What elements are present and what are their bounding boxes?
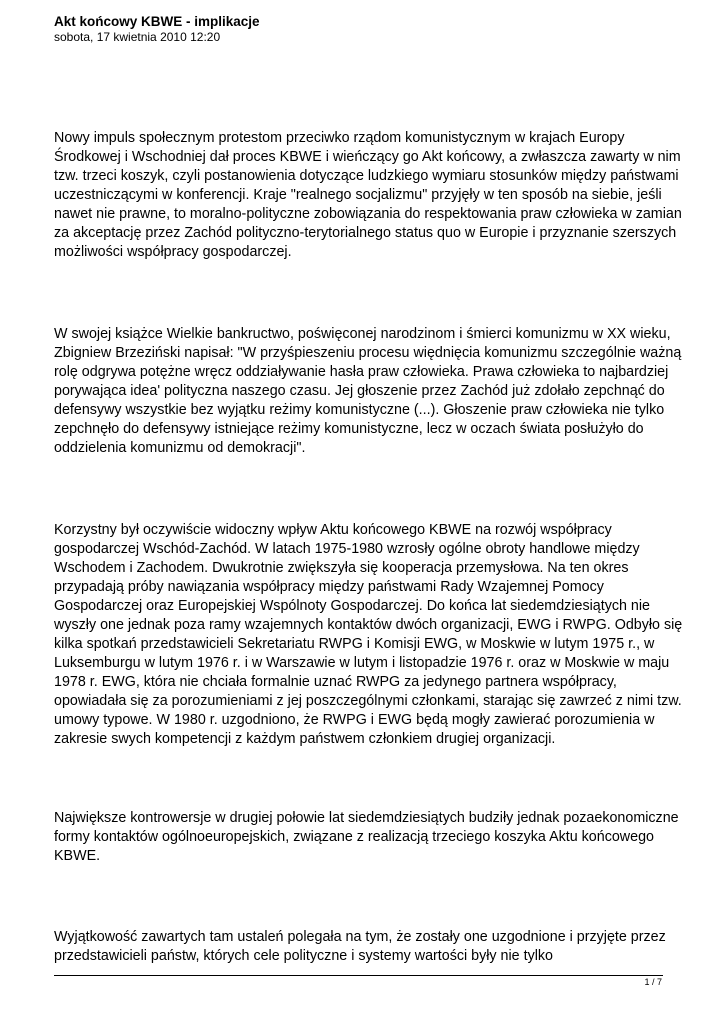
paragraph-3: Korzystny był oczywiście widoczny wpływ Aktu końcowego KBWE na rozwój współpracy gospodarczej Wschód-Zachód. W latach 1975-1980 wzrosły ogólne obroty handlowe między Wschodem i Zachodem. Dwukrotnie zwiększyła się kooperacja przemysłowa. Na ten okres przypadają próby nawiązania współpracy między państwami Rady Wzajemnej Pomocy Gospodarczej oraz Europejskiej Wspólnoty Gospodarczej. Do końca lat siedemdziesiątych nie wyszły one jednak poza ramy wzajemnych kontaktów dwóch organizacji, EWG i RWPG. Odbyło się kilka spotkań przedstawicieli Sekretariatu RWPG i Komisji EWG, w Moskwie w lutym 1975 r., w Luksemburgu w lutym 1976 r. i w Warszawie w lutym i listopadzie 1976 r. oraz w Moskwie w maju 1978 r. EWG, która nie chciała formalnie uznać RWPG za jedynego partnera współpracy, opowiadała się za porozumieniami z jej poszczególnymi członkami, starając się zawrzeć z nimi tzw. umowy typowe. W 1980 r. uzgodniono, że RWPG i EWG będą mogły zawierać porozumienia w zakresie swych kompetencji z każdym państwem członkiem drugiej organizacji. (54, 522, 683, 747)
paragraph-spacer (54, 749, 684, 809)
document-header (54, 14, 260, 45)
paragraph-4: Największe kontrowersje w drugiej połowie lat siedemdziesiątych budziły jednak pozaekonomiczne formy kontaktów ogólnoeuropejskich, związane z realizacją trzeciego koszyka Aktu końcowego KBWE. (54, 810, 679, 864)
footer-divider (54, 975, 663, 976)
article-body (54, 129, 684, 966)
page-number: 1 / 7 (644, 977, 662, 987)
document-title: Akt końcowy KBWE - implikacje (54, 14, 260, 29)
paragraph-spacer (54, 866, 684, 928)
paragraph-spacer (54, 458, 684, 521)
paragraph-spacer (54, 262, 684, 325)
paragraph-1: Nowy impuls społecznym protestom przeciwko rządom komunistycznym w krajach Europy Środkowej i Wschodniej dał proces KBWE i wieńczący go Akt końcowy, a zwłaszcza zawarty w nim tzw. trzeci koszyk, czyli postanowienia dotyczące ludzkiego wymiaru stosunków między państwami uczestniczącymi w konferencji. Kraje "realnego socjalizmu" przyjęły w ten sposób na siebie, jeśli nawet nie prawne, to moralno-polityczne zobowiązania do respektowania praw człowieka w zamian za akceptację przez Zachód polityczno-terytorialnego status quo w Europie i przyznanie szerszych możliwości współpracy gospodarczej. (54, 130, 682, 260)
paragraph-5: Wyjątkowość zawartych tam ustaleń polegała na tym, że zostały one uzgodnione i przyjęte przez przedstawicieli państw, których cele polityczne i systemy wartości były nie tylko (54, 929, 666, 964)
document-date: sobota, 17 kwietnia 2010 12:20 (54, 30, 221, 44)
paragraph-2: W swojej książce Wielkie bankructwo, poświęconej narodzinom i śmierci komunizmu w XX wieku, Zbigniew Brzeziński napisał: "W przyśpieszeniu procesu więdnięcia komunizmu szczególnie ważną rolę odgrywa potężne wręcz oddziaływanie hasła praw człowieka. Prawa człowieka to najbardziej porywająca idea' polityczna naszego czasu. Jej głoszenie przez Zachód już zdołało zepchnąć do defensywy wszystkie bez wyjątku reżimy komunistyczne (...). Głoszenie praw człowieka nie tylko zepchnęło do defensywy istniejące reżimy komunistyczne, lecz w oczach świata posłużyło do oddzielenia komunizmu od demokracji". (54, 326, 682, 456)
